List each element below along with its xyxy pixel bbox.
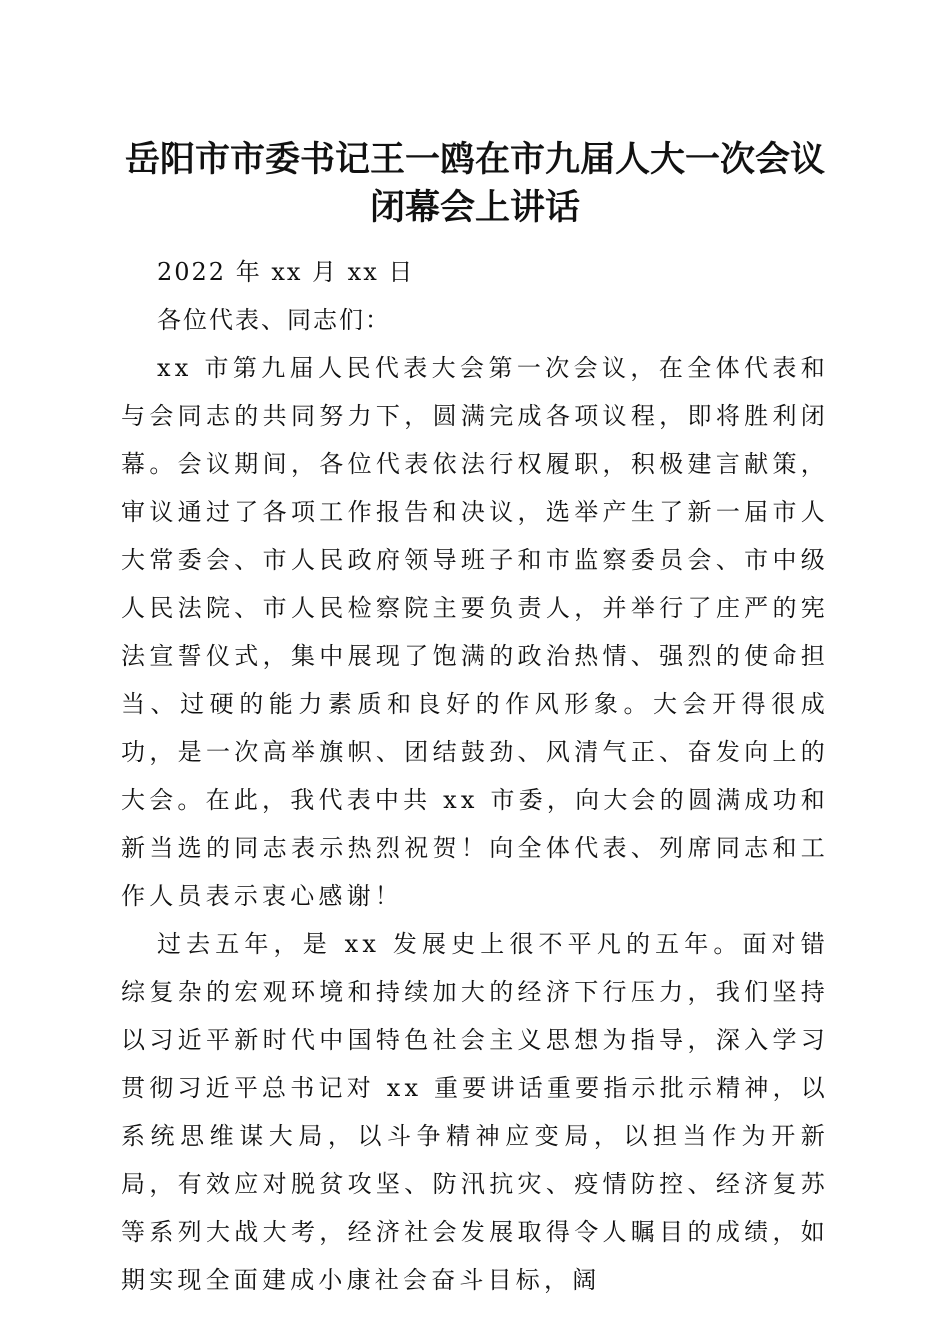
document-title-line-2: 闭幕会上讲话 — [369, 187, 580, 228]
speech-date: 2022 年 xx 月 xx 日 — [157, 258, 415, 286]
document-title-line-1: 岳阳市市委书记王一鸥在市九届人大一次会议 — [124, 139, 825, 180]
speech-greeting: 各位代表、同志们： — [157, 306, 391, 334]
document-body — [121, 248, 829, 1304]
body-paragraph-1: xx 市第九届人民代表大会第一次会议，在全体代表和与会同志的共同努力下，圆满完成各项议程，即将胜利闭幕。会议期间，各位代表依法行权履职，积极建言献策，审议通过了各项工作报告和决议，选举产生了新一届市人大常委会、市人民政府领导班子和市监察委员会、市中级人民法院、市人民检察院主要负责人，并举行了庄严的宪法宣誓仪式，集中展现了饱满的政治热情、强烈的使命担当、过硬的能力素质和良好的作风形象。大会开得很成功，是一次高举旗帜、团结鼓劲、风清气正、奋发向上的大会。在此，我代表中共 xx 市委，向大会的圆满成功和新当选的同志表示热烈祝贺！向全体代表、列席同志和工作人员表示衷心感谢！ — [121, 354, 829, 910]
body-paragraph-2: 过去五年，是 xx 发展史上很不平凡的五年。面对错综复杂的宏观环境和持续加大的经济下行压力，我们坚持以习近平新时代中国特色社会主义思想为指导，深入学习贯彻习近平总书记对 xx 重要讲话重要指示批示精神，以系统思维谋大局，以斗争精神应变局，以担当作为开新局，有效应对脱贫攻坚、防汛抗灾、疫情防控、经济复苏等系列大战大考，经济社会发展取得令人瞩目的成绩，如期实现全面建成小康社会奋斗目标，阔 — [121, 930, 829, 1294]
